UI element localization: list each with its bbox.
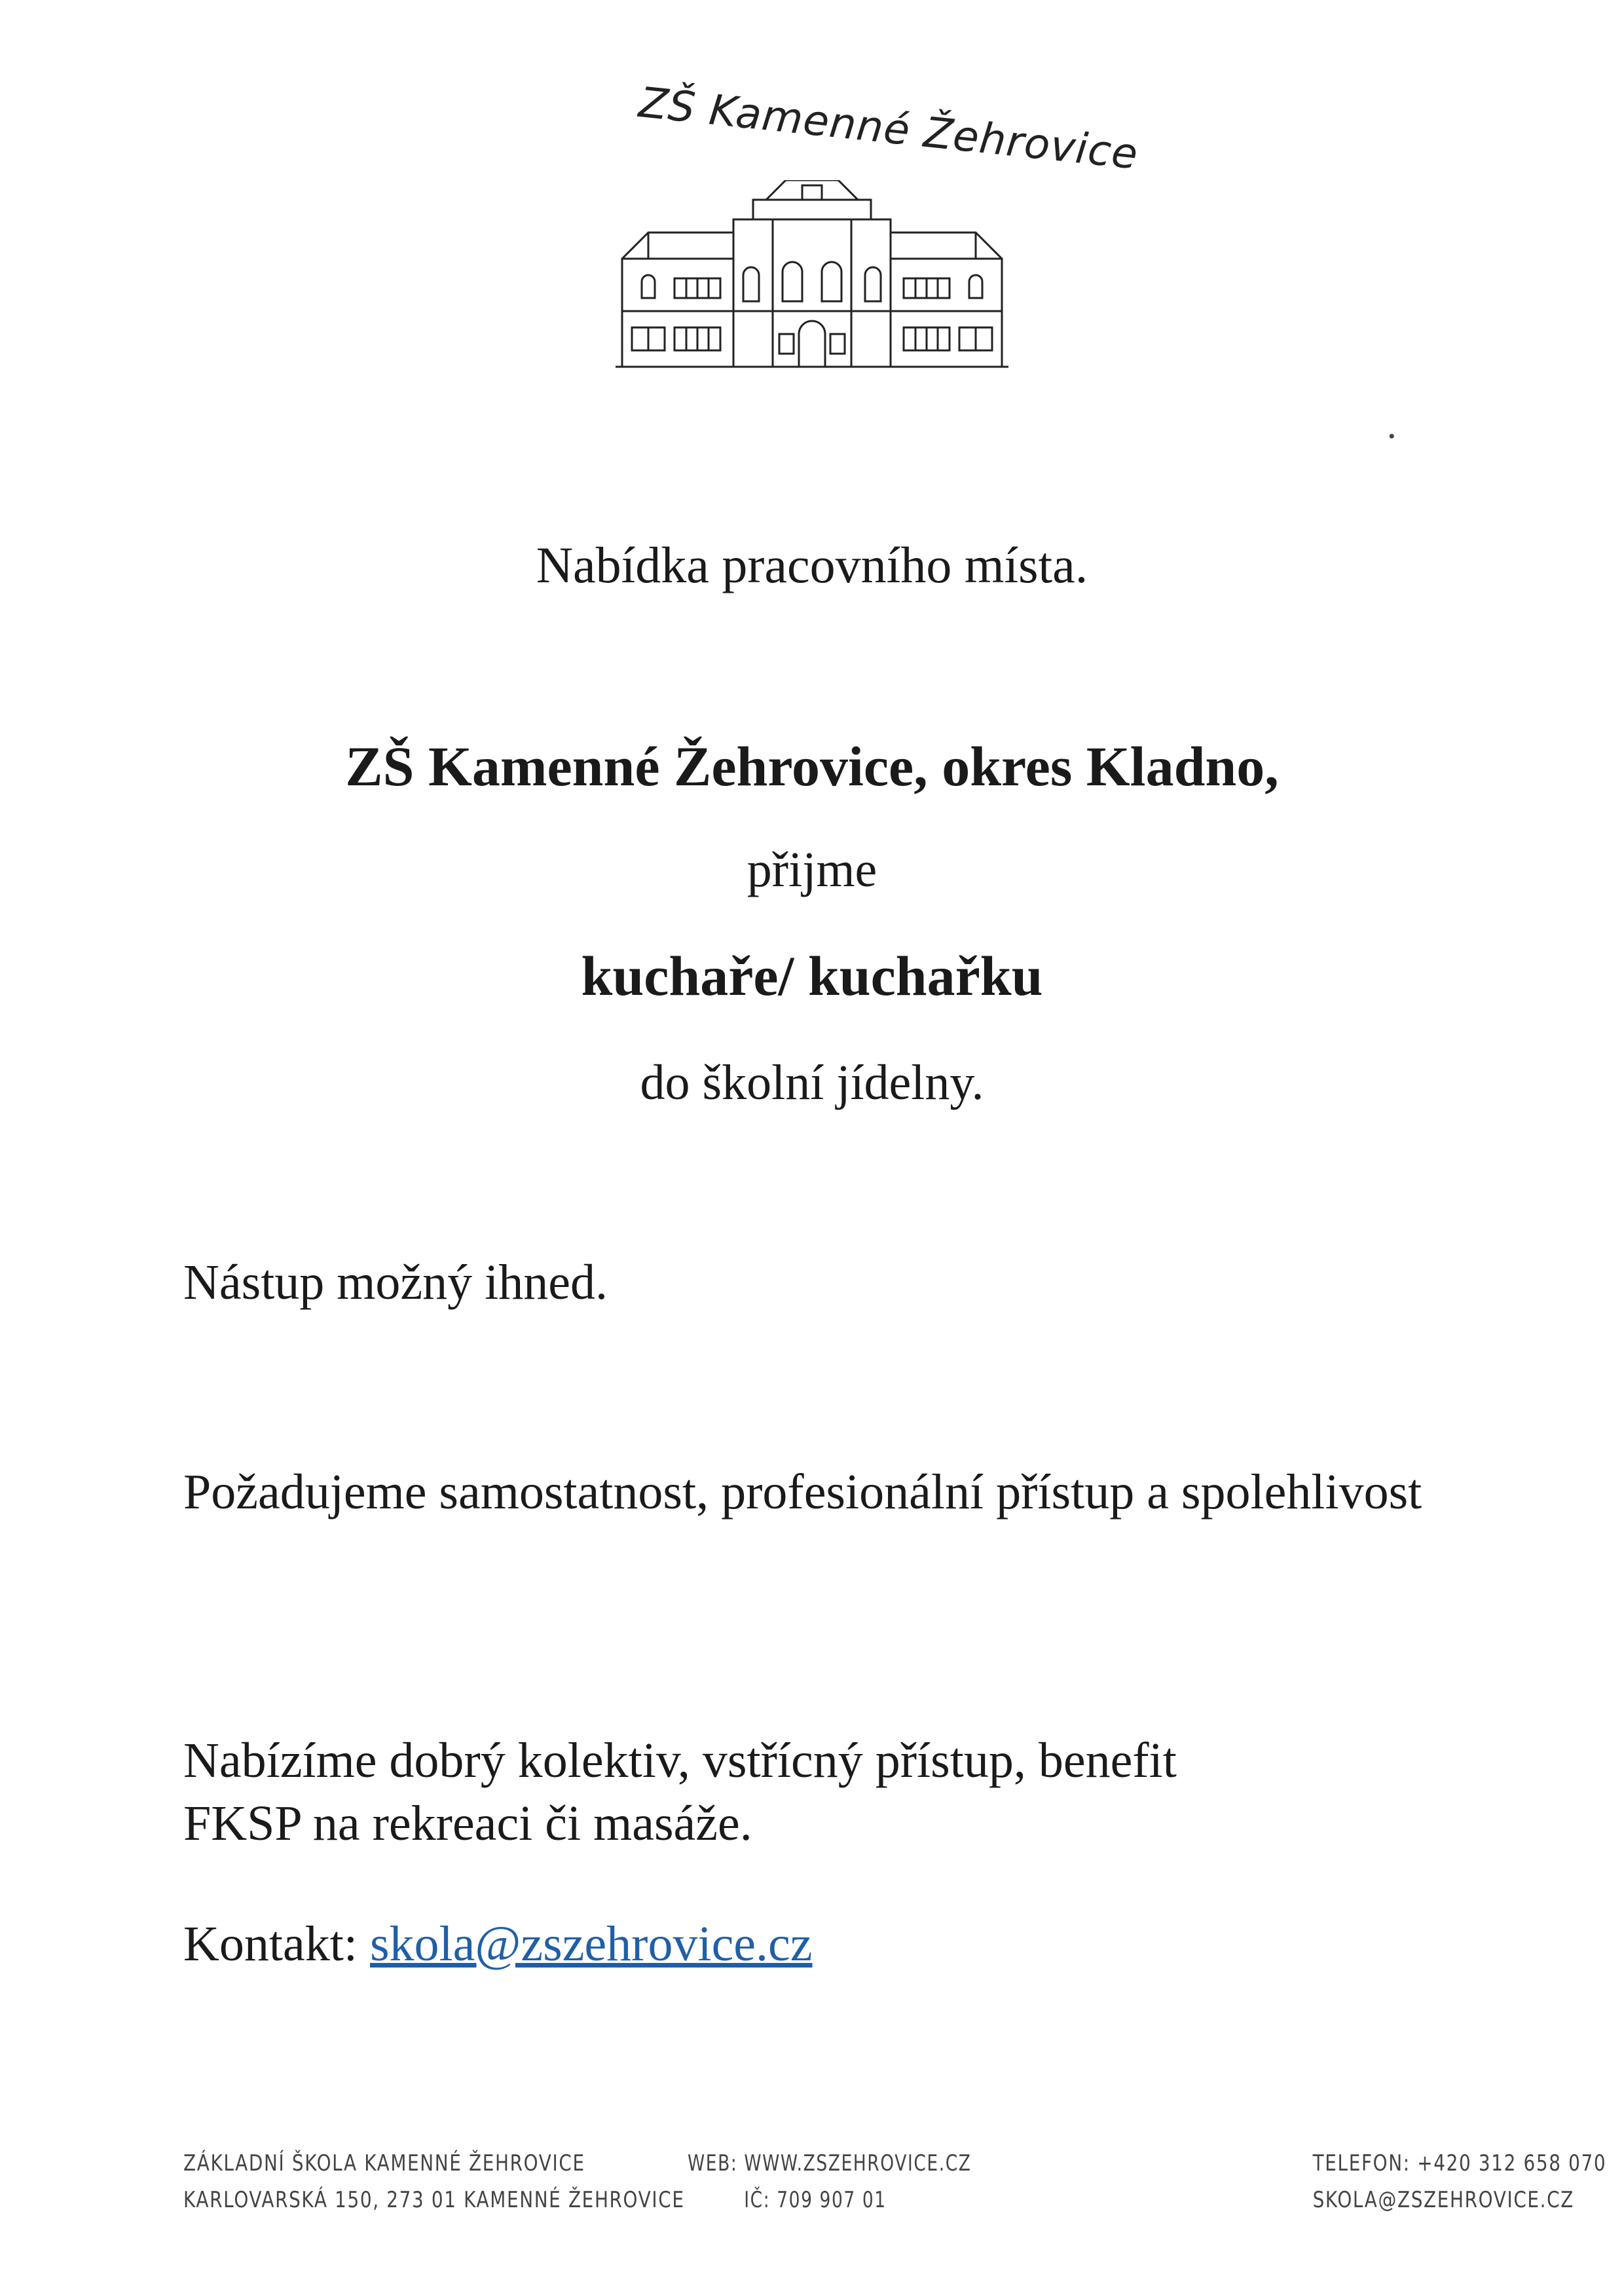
announcement-verb: přijme bbox=[747, 842, 877, 897]
footer-street: KARLOVARSKÁ 150, 273 01 KAMENNÉ ŽEHROVICE bbox=[183, 2187, 685, 2213]
requirements-text: Požadujeme samostatnost, profesionální přístup a spolehlivost bbox=[183, 1465, 1422, 1520]
job-place: do školní jídelny. bbox=[640, 1055, 984, 1110]
footer-contact bbox=[1312, 2145, 1607, 2218]
school-logo bbox=[616, 79, 1141, 393]
announcement-heading: Nabídka pracovního místa. bbox=[536, 536, 1088, 593]
footer-school-name: ZÁKLADNÍ ŠKOLA KAMENNÉ ŽEHROVICE bbox=[183, 2150, 585, 2176]
school-building-icon bbox=[616, 180, 1008, 377]
offer-text bbox=[183, 1729, 1428, 1855]
scan-mark: • bbox=[1388, 426, 1395, 447]
contact-line bbox=[183, 1912, 1428, 1975]
footer-email: SKOLA@ZSZEHROVICE.CZ bbox=[1312, 2187, 1575, 2213]
job-role: kuchaře/ kuchařku bbox=[581, 944, 1043, 1007]
footer-phone: TELEFON: +420 312 658 070 bbox=[1312, 2150, 1607, 2176]
footer-website: WEB: WWW.ZSZEHROVICE.CZ bbox=[688, 2150, 972, 2176]
start-date-text: Nástup možný ihned. bbox=[183, 1255, 608, 1310]
contact-email-link[interactable]: skola@zszehrovice.cz bbox=[369, 1916, 813, 1971]
footer-address bbox=[183, 2145, 685, 2218]
footer-ic: IČ: 709 907 01 bbox=[744, 2187, 887, 2213]
offer-line-2: FKSP na rekreaci či masáže. bbox=[183, 1796, 752, 1851]
logo-title: ZŠ Kamenné Žehrovice bbox=[637, 79, 1141, 179]
contact-label: Kontakt: bbox=[183, 1916, 358, 1971]
school-name: ZŠ Kamenné Žehrovice, okres Kladno, bbox=[345, 735, 1279, 798]
offer-line-1: Nabízíme dobrý kolektiv, vstřícný přístup, benefit bbox=[183, 1733, 1177, 1788]
footer-web bbox=[688, 2145, 972, 2218]
